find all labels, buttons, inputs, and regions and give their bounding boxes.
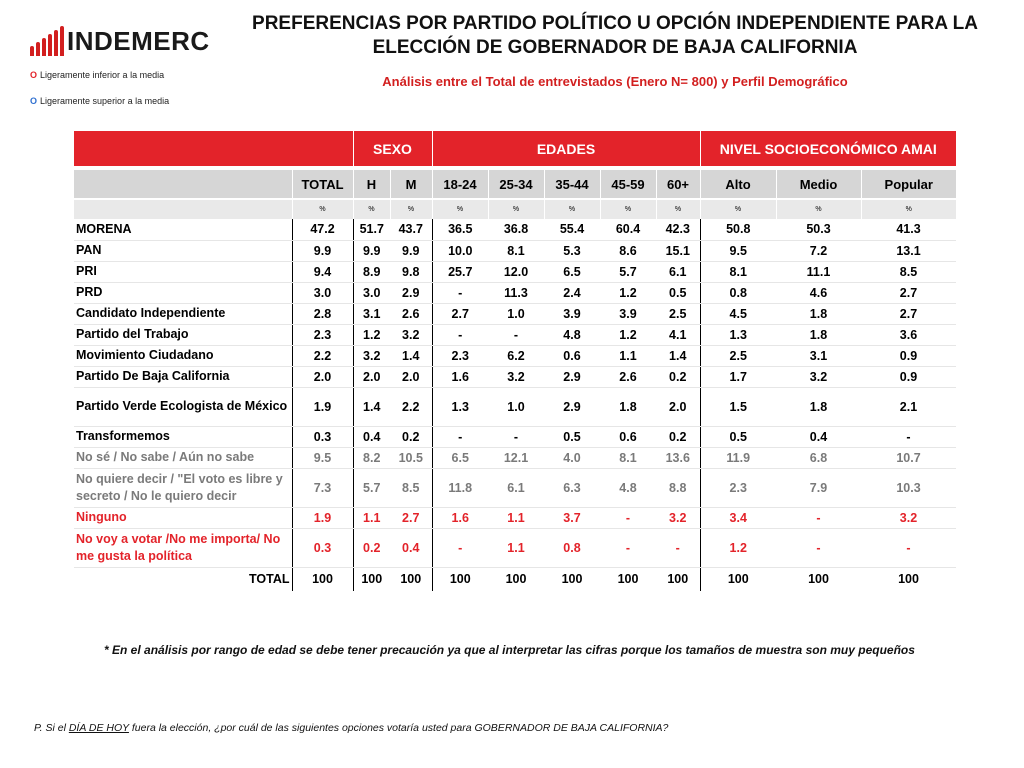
table-cell: 3.2 bbox=[390, 324, 432, 345]
group-header-row bbox=[74, 131, 956, 168]
table-cell: 1.3 bbox=[432, 387, 488, 426]
table-cell: 4.8 bbox=[600, 468, 656, 507]
column-header: Alto bbox=[700, 168, 776, 199]
row-label: PAN bbox=[74, 240, 292, 261]
table-cell: 9.4 bbox=[292, 261, 353, 282]
column-header: M bbox=[390, 168, 432, 199]
column-header: TOTAL bbox=[292, 168, 353, 199]
table-cell: 0.4 bbox=[390, 528, 432, 567]
survey-question bbox=[34, 722, 668, 734]
table-cell: 0.2 bbox=[656, 426, 700, 447]
group-header-cell: EDADES bbox=[432, 131, 700, 168]
table-cell: 1.0 bbox=[488, 303, 544, 324]
table-cell: 0.9 bbox=[861, 366, 956, 387]
table-cell: 1.1 bbox=[600, 345, 656, 366]
percent-unit-empty bbox=[74, 199, 292, 219]
table-cell: 8.6 bbox=[600, 240, 656, 261]
table-cell: 3.0 bbox=[292, 282, 353, 303]
percent-unit-cell: % bbox=[390, 199, 432, 219]
table-cell: 2.7 bbox=[861, 282, 956, 303]
row-label: MORENA bbox=[74, 219, 292, 240]
results-table bbox=[74, 131, 956, 591]
table-cell: 100 bbox=[292, 567, 353, 591]
percent-unit-cell: % bbox=[353, 199, 390, 219]
row-label: PRD bbox=[74, 282, 292, 303]
group-header-cell: NIVEL SOCIOECONÓMICO AMAI bbox=[700, 131, 956, 168]
table-cell: 2.3 bbox=[292, 324, 353, 345]
table-cell: 3.4 bbox=[700, 507, 776, 528]
table-cell: 1.7 bbox=[700, 366, 776, 387]
table-cell: 8.1 bbox=[488, 240, 544, 261]
title-line-1: PREFERENCIAS POR PARTIDO POLÍTICO U OPCIÓN INDEPENDIENTE PARA LA bbox=[252, 13, 978, 34]
table-cell: 7.9 bbox=[776, 468, 861, 507]
table-cell: 11.1 bbox=[776, 261, 861, 282]
table-cell: 1.8 bbox=[600, 387, 656, 426]
table-cell: 1.2 bbox=[353, 324, 390, 345]
table-cell: - bbox=[600, 528, 656, 567]
table-row bbox=[74, 447, 956, 468]
legend-above-text: Ligeramente superior a la media bbox=[40, 96, 170, 106]
table-cell: 8.5 bbox=[861, 261, 956, 282]
table-row bbox=[74, 324, 956, 345]
table-cell: 2.7 bbox=[390, 507, 432, 528]
table-cell: - bbox=[488, 426, 544, 447]
row-label: No quiere decir / "El voto es libre y secreto / No le quiero decir bbox=[74, 468, 292, 507]
table-cell: 9.8 bbox=[390, 261, 432, 282]
percent-unit-cell: % bbox=[656, 199, 700, 219]
percent-unit-cell: % bbox=[776, 199, 861, 219]
table-cell: 2.6 bbox=[600, 366, 656, 387]
legend-below-marker-icon: O bbox=[30, 70, 38, 80]
row-label: Partido De Baja California bbox=[74, 366, 292, 387]
table-cell: 1.6 bbox=[432, 507, 488, 528]
table-cell: 3.7 bbox=[544, 507, 600, 528]
logo-text: INDEMERC bbox=[67, 26, 210, 56]
page-title bbox=[230, 12, 1000, 60]
table-cell: 60.4 bbox=[600, 219, 656, 240]
table-cell: 1.1 bbox=[353, 507, 390, 528]
table-cell: 2.3 bbox=[700, 468, 776, 507]
logo-bars-icon bbox=[30, 26, 64, 56]
table-row bbox=[74, 426, 956, 447]
percent-unit-cell: % bbox=[544, 199, 600, 219]
percent-unit-row bbox=[74, 199, 956, 219]
table-cell: 9.9 bbox=[353, 240, 390, 261]
table-cell: 8.1 bbox=[700, 261, 776, 282]
table-cell: 2.0 bbox=[656, 387, 700, 426]
column-header: H bbox=[353, 168, 390, 199]
table-cell: 100 bbox=[400, 572, 422, 587]
table-cell: 4.5 bbox=[700, 303, 776, 324]
table-cell: 0.8 bbox=[700, 282, 776, 303]
column-header-row bbox=[74, 168, 956, 199]
column-header: 60+ bbox=[656, 168, 700, 199]
table-cell: 4.6 bbox=[776, 282, 861, 303]
table-cell: 2.2 bbox=[292, 345, 353, 366]
row-label: PRI bbox=[74, 261, 292, 282]
table-cell: 2.3 bbox=[432, 345, 488, 366]
table-row bbox=[74, 303, 956, 324]
table-row bbox=[74, 219, 956, 240]
table-cell: 2.2 bbox=[390, 387, 432, 426]
table-cell: 36.8 bbox=[488, 219, 544, 240]
table-cell: 9.9 bbox=[292, 240, 353, 261]
table-cell: 2.0 bbox=[353, 366, 390, 387]
table-cell: 100 bbox=[700, 567, 776, 591]
table-cell: 8.9 bbox=[353, 261, 390, 282]
table-cell: 10.0 bbox=[432, 240, 488, 261]
table-row bbox=[74, 345, 956, 366]
table-cell: 100 bbox=[808, 572, 829, 587]
table-row bbox=[74, 261, 956, 282]
table-cell: - bbox=[776, 507, 861, 528]
table-cell: 1.4 bbox=[390, 345, 432, 366]
table-cell: 3.9 bbox=[600, 303, 656, 324]
question-suffix: fuera la elección, ¿por cuál de las siguientes opciones votaría usted para GOBERNADOR DE BAJA CALIFORNIA? bbox=[128, 722, 669, 734]
table-cell: 0.6 bbox=[544, 345, 600, 366]
table-cell: 2.5 bbox=[700, 345, 776, 366]
row-label: Candidato Independiente bbox=[74, 303, 292, 324]
table-cell: 1.9 bbox=[292, 387, 353, 426]
column-header: Medio bbox=[776, 168, 861, 199]
row-label: Ninguno bbox=[74, 507, 292, 528]
percent-unit-cell: % bbox=[488, 199, 544, 219]
table-cell: 36.5 bbox=[432, 219, 488, 240]
table-cell: 6.5 bbox=[432, 447, 488, 468]
table-cell: 100 bbox=[361, 572, 383, 587]
table-cell: - bbox=[488, 324, 544, 345]
table-cell: 2.9 bbox=[390, 282, 432, 303]
table-cell: 50.3 bbox=[776, 219, 861, 240]
table-cell: - bbox=[600, 507, 656, 528]
table-cell: 1.1 bbox=[488, 528, 544, 567]
table-cell: 5.7 bbox=[600, 261, 656, 282]
table-cell: 3.1 bbox=[353, 303, 390, 324]
percent-unit-cell: % bbox=[700, 199, 776, 219]
table-cell: 5.3 bbox=[544, 240, 600, 261]
table-cell: 0.9 bbox=[861, 345, 956, 366]
table-cell: 1.8 bbox=[776, 387, 861, 426]
table-cell: 0.5 bbox=[700, 426, 776, 447]
table-cell: 7.2 bbox=[776, 240, 861, 261]
table-cell: 11.8 bbox=[432, 468, 488, 507]
table-cell: 13.1 bbox=[861, 240, 956, 261]
table-cell: 100 bbox=[432, 567, 488, 591]
indemerc-logo bbox=[30, 26, 210, 56]
table-cell: 10.7 bbox=[861, 447, 956, 468]
table-cell: 100 bbox=[898, 572, 919, 587]
column-header: 45-59 bbox=[600, 168, 656, 199]
table-cell: 8.8 bbox=[656, 468, 700, 507]
column-header-empty bbox=[74, 168, 292, 199]
table-cell: 0.5 bbox=[656, 282, 700, 303]
table-cell: 2.9 bbox=[544, 366, 600, 387]
column-header: 25-34 bbox=[488, 168, 544, 199]
table-cell: 2.0 bbox=[292, 366, 353, 387]
table-cell: 4.8 bbox=[544, 324, 600, 345]
table-cell: 0.2 bbox=[353, 528, 390, 567]
table-row bbox=[74, 366, 956, 387]
question-prefix: P. Si el bbox=[34, 722, 69, 734]
percent-unit-cell: % bbox=[861, 199, 956, 219]
table-cell: 2.1 bbox=[861, 387, 956, 426]
table-cell: 7.3 bbox=[292, 468, 353, 507]
table-cell: - bbox=[861, 426, 956, 447]
table-cell: 0.3 bbox=[292, 528, 353, 567]
page-subtitle: Análisis entre el Total de entrevistados (Enero N= 800) y Perfil Demográfico bbox=[382, 74, 848, 89]
table-cell: 3.2 bbox=[488, 366, 544, 387]
table-cell: 1.6 bbox=[432, 366, 488, 387]
table-cell: 41.3 bbox=[861, 219, 956, 240]
table-cell: 3.2 bbox=[776, 366, 861, 387]
table-cell: 1.4 bbox=[656, 345, 700, 366]
table-cell: 1.5 bbox=[700, 387, 776, 426]
age-caution-note: * En el análisis por rango de edad se debe tener precaución ya que al interpretar las cifras porque los tamaños de muestra son muy pequeños bbox=[104, 643, 915, 657]
table-cell: 2.6 bbox=[390, 303, 432, 324]
table-cell: - bbox=[861, 528, 956, 567]
table-cell: 1.8 bbox=[776, 324, 861, 345]
table-cell: - bbox=[656, 528, 700, 567]
row-label: Transformemos bbox=[74, 426, 292, 447]
table-cell: 0.4 bbox=[353, 426, 390, 447]
table-cell: 2.7 bbox=[432, 303, 488, 324]
table-cell: 6.2 bbox=[488, 345, 544, 366]
table-cell: 100 bbox=[505, 572, 527, 587]
table-cell: 0.2 bbox=[656, 366, 700, 387]
table-cell: 3.1 bbox=[776, 345, 861, 366]
table-cell: 1.2 bbox=[600, 324, 656, 345]
table-row bbox=[74, 282, 956, 303]
table-cell: 9.9 bbox=[390, 240, 432, 261]
row-label: Partido Verde Ecologista de México bbox=[74, 387, 292, 426]
table-cell: 1.4 bbox=[353, 387, 390, 426]
table-cell: 43.7 bbox=[390, 219, 432, 240]
table-cell: 0.8 bbox=[544, 528, 600, 567]
table-cell: 15.1 bbox=[656, 240, 700, 261]
table-cell: 8.5 bbox=[390, 468, 432, 507]
table-cell: 3.9 bbox=[544, 303, 600, 324]
table-cell: 6.1 bbox=[488, 468, 544, 507]
table-cell: - bbox=[432, 426, 488, 447]
table-cell: 2.8 bbox=[292, 303, 353, 324]
table-cell: 3.2 bbox=[353, 345, 390, 366]
table-cell: 4.1 bbox=[656, 324, 700, 345]
table-cell: 1.2 bbox=[600, 282, 656, 303]
column-header: 18-24 bbox=[432, 168, 488, 199]
table-cell: 12.0 bbox=[488, 261, 544, 282]
table-cell: 8.2 bbox=[353, 447, 390, 468]
table-cell: 0.2 bbox=[390, 426, 432, 447]
title-line-2: ELECCIÓN DE GOBERNADOR DE BAJA CALIFORNIA bbox=[372, 37, 858, 58]
table-cell: 11.9 bbox=[700, 447, 776, 468]
table-cell: 9.5 bbox=[700, 240, 776, 261]
table-cell: 3.6 bbox=[861, 324, 956, 345]
column-header: 35-44 bbox=[544, 168, 600, 199]
table-row bbox=[74, 387, 956, 426]
table-cell: 6.8 bbox=[776, 447, 861, 468]
table-cell: 2.0 bbox=[390, 366, 432, 387]
table-cell: 2.4 bbox=[544, 282, 600, 303]
column-header: Popular bbox=[861, 168, 956, 199]
table-cell: 51.7 bbox=[353, 219, 390, 240]
table-cell: 100 bbox=[561, 572, 583, 587]
table-row bbox=[74, 567, 956, 591]
table-row bbox=[74, 468, 956, 507]
table-cell: 13.6 bbox=[656, 447, 700, 468]
row-label: TOTAL bbox=[248, 571, 290, 586]
percent-unit-cell: % bbox=[292, 199, 353, 219]
table-cell: 50.8 bbox=[700, 219, 776, 240]
table-cell: 2.9 bbox=[544, 387, 600, 426]
table-cell: 100 bbox=[617, 572, 639, 587]
legend-above-marker-icon: O bbox=[30, 96, 38, 106]
row-label: Partido del Trabajo bbox=[74, 324, 292, 345]
group-header-empty bbox=[74, 131, 353, 168]
table-cell: - bbox=[432, 282, 488, 303]
row-label: Movimiento Ciudadano bbox=[74, 345, 292, 366]
table-cell: 4.0 bbox=[544, 447, 600, 468]
table-cell: 0.4 bbox=[776, 426, 861, 447]
table-cell: 100 bbox=[667, 572, 689, 587]
group-header-cell: SEXO bbox=[353, 131, 432, 168]
table-cell: 1.1 bbox=[488, 507, 544, 528]
table-cell: 1.8 bbox=[776, 303, 861, 324]
table-cell: 1.2 bbox=[700, 528, 776, 567]
legend-below-average bbox=[30, 70, 164, 80]
table-cell: 42.3 bbox=[656, 219, 700, 240]
table-cell: 6.3 bbox=[544, 468, 600, 507]
table-cell: - bbox=[432, 528, 488, 567]
question-emphasis: DÍA DE HOY bbox=[68, 722, 129, 734]
row-label: No voy a votar /No me importa/ No me gusta la política bbox=[74, 528, 292, 567]
table-cell: 12.1 bbox=[488, 447, 544, 468]
table-row bbox=[74, 240, 956, 261]
table-cell: - bbox=[776, 528, 861, 567]
table-cell: 10.3 bbox=[861, 468, 956, 507]
table-row bbox=[74, 507, 956, 528]
legend-below-text: Ligeramente inferior a la media bbox=[40, 70, 165, 80]
table-cell: 3.2 bbox=[861, 507, 956, 528]
table-cell: 10.5 bbox=[390, 447, 432, 468]
row-label: No sé / No sabe / Aún no sabe bbox=[74, 447, 292, 468]
percent-unit-cell: % bbox=[600, 199, 656, 219]
percent-unit-cell: % bbox=[432, 199, 488, 219]
table-cell: 9.5 bbox=[292, 447, 353, 468]
table-row bbox=[74, 528, 956, 567]
table-cell: 6.1 bbox=[656, 261, 700, 282]
table-cell: 47.2 bbox=[292, 219, 353, 240]
table-cell: 1.9 bbox=[292, 507, 353, 528]
table-cell: 11.3 bbox=[488, 282, 544, 303]
table-cell: 1.0 bbox=[488, 387, 544, 426]
table-cell: 2.7 bbox=[861, 303, 956, 324]
table-cell: 6.5 bbox=[544, 261, 600, 282]
table-cell: 3.2 bbox=[656, 507, 700, 528]
table-cell: 1.3 bbox=[700, 324, 776, 345]
table-cell: 0.3 bbox=[292, 426, 353, 447]
table-cell: 2.5 bbox=[656, 303, 700, 324]
table-cell: 25.7 bbox=[432, 261, 488, 282]
table-cell: 0.5 bbox=[544, 426, 600, 447]
table-cell: - bbox=[432, 324, 488, 345]
table-cell: 0.6 bbox=[600, 426, 656, 447]
table-cell: 55.4 bbox=[544, 219, 600, 240]
table-cell: 3.0 bbox=[353, 282, 390, 303]
table-cell: 8.1 bbox=[600, 447, 656, 468]
table-cell: 5.7 bbox=[353, 468, 390, 507]
legend-above-average bbox=[30, 96, 169, 106]
